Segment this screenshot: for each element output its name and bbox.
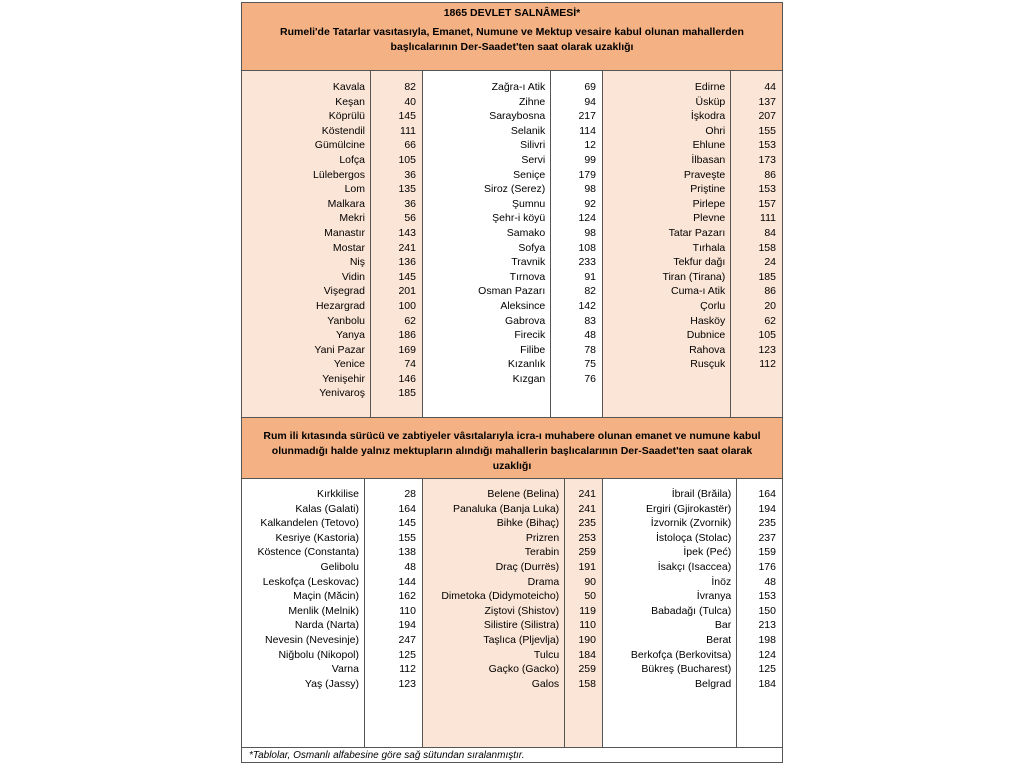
distance-value: 237 [758, 531, 776, 544]
place-name: Osman Pazarı [478, 285, 546, 298]
footnote: *Tablolar, Osmanlı alfabesine göre sağ sütundan sıralanmıştır. [242, 747, 782, 763]
place-name: Şumnu [511, 197, 546, 210]
distance-value: 158 [758, 241, 776, 254]
distance-value: 155 [758, 124, 776, 137]
distance-value: 190 [578, 633, 596, 646]
place-name: Hasköy [690, 314, 726, 327]
place-name: Kalkandelen (Tetovo) [260, 517, 359, 530]
table2-col3-values [736, 479, 782, 747]
distance-value: 138 [398, 546, 416, 559]
place-name: Vişegrad [323, 285, 365, 298]
distance-value: 145 [398, 110, 416, 123]
place-name: Çorlu [700, 299, 726, 312]
place-name: Yani Pazar [314, 343, 365, 356]
place-name: Maçin (Măcin) [293, 590, 359, 603]
distance-value: 194 [398, 619, 416, 632]
place-name: İstoloça (Stolac) [655, 531, 732, 544]
distance-value: 153 [758, 590, 776, 603]
distance-value: 84 [764, 226, 776, 239]
table2-caption: Rum ili kıtasında sürücü ve zabtiyeler vâsıtalarıyla icra-ı muhabere olunan emanet ve numune kabul olunmadığı halde yalnız mektupların alındığı mahallerin başlıcalarının Der-Saadet'ten saat olarak uzaklığı [263, 430, 761, 472]
distance-value: 259 [578, 546, 596, 559]
place-name: Tekfur dağı [673, 256, 726, 269]
distance-value: 123 [398, 677, 416, 690]
distance-value: 48 [764, 575, 776, 588]
table1-col1-values [370, 71, 422, 417]
place-name: Bükreş (Bucharest) [641, 663, 732, 676]
place-name: Kalas (Galati) [295, 502, 359, 515]
distance-value: 235 [758, 517, 776, 530]
distance-value: 28 [404, 488, 416, 500]
place-name: Babadağı (Tulca) [651, 604, 732, 617]
place-name: Prizren [525, 531, 560, 544]
place-name: İbrail (Brăila) [671, 488, 732, 500]
place-name: Bihke (Bihaç) [496, 517, 560, 530]
table2-col1-names [242, 479, 364, 747]
place-name: Menlik (Melnik) [288, 604, 359, 617]
place-name: Servi [521, 153, 546, 166]
distance-value: 82 [584, 285, 596, 298]
place-name: Vidin [341, 270, 365, 283]
distance-value: 111 [760, 212, 776, 225]
distance-value: 91 [584, 270, 596, 283]
place-name: Taşlıca (Pljevlja) [483, 633, 560, 646]
distance-value: 48 [404, 560, 416, 573]
table1-col1-names [242, 71, 370, 417]
place-name: Belene (Belina) [487, 488, 560, 500]
table2-col1-values [364, 479, 422, 747]
distance-value: 99 [584, 153, 596, 166]
table2-col3-names [603, 479, 736, 747]
distance-value: 235 [578, 517, 596, 530]
distance-value: 125 [758, 663, 776, 676]
place-name: Yanya [336, 329, 365, 342]
place-name: Firecik [514, 329, 546, 342]
place-name: Tırnova [509, 270, 546, 283]
place-name: Yanbolu [327, 314, 365, 327]
place-name: İnöz [711, 575, 732, 588]
header-section-2 [242, 417, 782, 479]
place-name: Niş [349, 256, 365, 269]
distance-value: 94 [584, 95, 596, 108]
distance-value: 201 [398, 285, 416, 298]
distance-value: 62 [404, 314, 416, 327]
distance-value: 105 [398, 153, 416, 166]
distance-value: 50 [584, 590, 596, 603]
distance-value: 241 [398, 241, 416, 254]
document-title: 1865 DEVLET SALNÂMESİ* [443, 7, 581, 19]
distance-value: 179 [578, 168, 596, 181]
distance-value: 44 [764, 81, 776, 93]
table-2 [242, 479, 782, 747]
table1-col3-names [603, 71, 730, 417]
place-name: Plevne [693, 212, 726, 225]
distance-value: 36 [404, 197, 416, 210]
distance-value: 74 [404, 358, 416, 371]
place-name: Ziştovi (Shistov) [484, 604, 560, 617]
place-name: Drama [527, 575, 560, 588]
table2-column-1 [242, 479, 422, 747]
distance-value: 40 [404, 95, 416, 108]
distance-value: 124 [758, 648, 776, 661]
place-name: Tulcu [533, 648, 560, 661]
place-name: Tırhala [692, 241, 726, 254]
distance-value: 135 [398, 183, 416, 196]
place-name: Zağra-ı Atik [491, 81, 546, 93]
distance-value: 100 [398, 299, 416, 312]
place-name: Niğbolu (Nikopol) [278, 648, 359, 661]
distance-value: 105 [758, 329, 776, 342]
distance-value: 123 [758, 343, 776, 356]
place-name: İzvornik (Zvornik) [650, 517, 732, 530]
distance-value: 241 [578, 488, 596, 500]
distance-value: 259 [578, 663, 596, 676]
place-name: Hezargrad [315, 299, 365, 312]
place-name: Dimetoka (Didymoteicho) [441, 590, 560, 603]
place-name: Rahova [689, 343, 726, 356]
place-name: Draç (Durrës) [495, 560, 560, 573]
distance-value: 110 [399, 604, 416, 617]
place-name: Keşan [335, 95, 365, 108]
place-name: Manastır [324, 226, 365, 239]
distance-value: 159 [758, 546, 776, 559]
distance-value: 112 [399, 663, 416, 676]
distance-value: 48 [584, 329, 596, 342]
place-name: Terabin [524, 546, 560, 559]
distance-value: 98 [584, 183, 596, 196]
place-name: Priştine [690, 183, 726, 196]
distance-value: 155 [398, 531, 416, 544]
place-name: Gabrova [504, 314, 546, 327]
place-name: Belgrad [695, 677, 732, 690]
place-name: Siroz (Serez) [484, 183, 546, 196]
place-name: Tatar Pazarı [668, 226, 726, 239]
place-name: Köprülü [328, 110, 365, 123]
distance-value: 233 [578, 256, 596, 269]
place-name: Kızgan [512, 372, 546, 385]
place-name: Berat [706, 633, 732, 646]
distance-value: 92 [584, 197, 596, 210]
distance-value: 83 [584, 314, 596, 327]
distance-value: 217 [578, 110, 596, 123]
distance-value: 110 [579, 619, 596, 632]
distance-value: 36 [404, 168, 416, 181]
distance-value: 137 [758, 95, 776, 108]
distance-value: 169 [398, 343, 416, 356]
table1-column-1 [242, 71, 422, 417]
place-name: Panaluka (Banja Luka) [452, 502, 560, 515]
place-name: Travnik [511, 256, 546, 269]
place-name: İsakçı (Isaccea) [657, 560, 732, 573]
distance-value: 24 [764, 256, 776, 269]
distance-value: 145 [398, 270, 416, 283]
distance-value: 114 [579, 124, 596, 137]
place-name: Varna [331, 663, 359, 676]
distance-value: 20 [764, 299, 776, 312]
place-name: Yaş (Jassy) [304, 677, 359, 690]
place-name: Köstence (Constanta) [257, 546, 359, 559]
distance-value: 186 [398, 329, 416, 342]
distance-value: 164 [398, 502, 416, 515]
place-name: Ergiri (Gjirokastër) [646, 502, 732, 515]
place-name: Samako [506, 226, 546, 239]
distance-value: 145 [398, 517, 416, 530]
place-name: Selanik [510, 124, 546, 137]
place-name: Malkara [327, 197, 365, 210]
distance-value: 162 [398, 590, 416, 603]
place-name: Berkofça (Berkovitsa) [630, 648, 732, 661]
place-name: Bar [714, 619, 732, 632]
place-name: Dubnice [686, 329, 726, 342]
table1-column-3 [602, 71, 782, 417]
place-name: Edirne [694, 81, 726, 93]
distance-value: 69 [584, 81, 596, 93]
distance-value: 108 [578, 241, 596, 254]
distance-value: 56 [404, 212, 416, 225]
table1-column-2 [422, 71, 602, 417]
distance-value: 164 [758, 488, 776, 500]
place-name: Mostar [332, 241, 365, 254]
distance-value: 194 [758, 502, 776, 515]
distance-value: 157 [758, 197, 776, 210]
distance-value: 185 [758, 270, 776, 283]
place-name: Nevesin (Nevesinje) [265, 633, 359, 646]
place-name: Tiran (Tirana) [662, 270, 726, 283]
distance-value: 207 [758, 110, 776, 123]
distance-value: 82 [404, 81, 416, 93]
place-name: Ohri [705, 124, 726, 137]
place-name: Leskofça (Leskovac) [262, 575, 359, 588]
place-name: Aleksince [500, 299, 546, 312]
header-section-1 [242, 3, 782, 71]
place-name: Galos [531, 677, 560, 690]
place-name: Yenişehir [322, 372, 365, 385]
place-name: Kırkkilise [316, 488, 359, 500]
distance-value: 90 [584, 575, 596, 588]
distance-value: 111 [400, 124, 416, 137]
distance-value: 112 [759, 358, 776, 371]
table2-column-3 [602, 479, 782, 747]
place-name: Gelibolu [320, 560, 359, 573]
distance-value: 98 [584, 226, 596, 239]
place-name: Filibe [520, 343, 546, 356]
place-name: Şehr-i köyü [492, 212, 546, 225]
place-name: Sofya [518, 241, 546, 254]
place-name: Ehlune [692, 139, 726, 152]
place-name: Cuma-ı Atik [671, 285, 726, 298]
distance-value: 75 [584, 358, 596, 371]
table1-col3-values [730, 71, 782, 417]
table1-caption: Rumeli'de Tatarlar vasıtasıyla, Emanet, Numune ve Mektup vesaire kabul olunan mahallerden başlıcalarının Der-Saadet'ten saat olarak uzaklığı [280, 26, 744, 53]
distance-value: 176 [758, 560, 776, 573]
table1-col2-names [423, 71, 550, 417]
distance-value: 241 [578, 502, 596, 515]
distance-value: 150 [758, 604, 776, 617]
distance-value: 12 [584, 139, 596, 152]
place-name: Kavala [332, 81, 365, 93]
place-name: Gaçko (Gacko) [488, 663, 560, 676]
distance-value: 78 [584, 343, 596, 356]
place-name: Lofça [339, 153, 365, 166]
distance-value: 125 [398, 648, 416, 661]
table1-col2-values [550, 71, 602, 417]
distance-value: 119 [579, 604, 596, 617]
place-name: Pirlepe [692, 197, 726, 210]
distance-value: 191 [578, 560, 596, 573]
place-name: Gümülcine [314, 139, 365, 152]
place-name: Silistire (Silistra) [483, 619, 560, 632]
distance-value: 185 [398, 387, 416, 400]
distance-value: 253 [578, 531, 596, 544]
distance-value: 66 [404, 139, 416, 152]
distance-value: 86 [764, 285, 776, 298]
table2-col2-values [564, 479, 602, 747]
distance-value: 143 [398, 226, 416, 239]
place-name: İpek (Peć) [683, 546, 732, 559]
place-name: Mekri [339, 212, 365, 225]
place-name: Seniçe [513, 168, 546, 181]
distance-value: 144 [398, 575, 416, 588]
distance-value: 158 [578, 677, 596, 690]
distance-value: 142 [578, 299, 596, 312]
place-name: Lülebergos [313, 168, 365, 181]
place-name: Lom [344, 183, 365, 196]
place-name: Silivri [520, 139, 546, 152]
distance-value: 76 [584, 372, 596, 385]
table2-col2-names [423, 479, 564, 747]
place-name: Üsküp [695, 95, 726, 108]
table-1 [242, 71, 782, 417]
place-name: İlbasan [691, 153, 726, 166]
place-name: Praveşte [683, 168, 726, 181]
distance-value: 198 [758, 633, 776, 646]
distance-value: 62 [764, 314, 776, 327]
document-sheet [241, 2, 783, 763]
distance-value: 153 [758, 183, 776, 196]
place-name: Köstendil [321, 124, 365, 137]
distance-value: 153 [758, 139, 776, 152]
distance-value: 213 [758, 619, 776, 632]
distance-value: 124 [578, 212, 596, 225]
distance-value: 136 [398, 256, 416, 269]
place-name: Zihne [519, 95, 546, 108]
distance-value: 173 [758, 153, 776, 166]
place-name: Yenice [333, 358, 365, 371]
distance-value: 146 [398, 372, 416, 385]
place-name: Saraybosna [489, 110, 546, 123]
place-name: İşkodra [690, 110, 726, 123]
place-name: Kızanlık [507, 358, 546, 371]
place-name: İvranya [696, 590, 732, 603]
place-name: Rusçuk [690, 358, 726, 371]
distance-value: 184 [758, 677, 776, 690]
place-name: Kesriye (Kastoria) [275, 531, 359, 544]
distance-value: 86 [764, 168, 776, 181]
place-name: Narda (Narta) [294, 619, 359, 632]
distance-value: 184 [578, 648, 596, 661]
table2-column-2 [422, 479, 602, 747]
place-name: Yenivaroş [319, 387, 365, 400]
distance-value: 247 [398, 633, 416, 646]
